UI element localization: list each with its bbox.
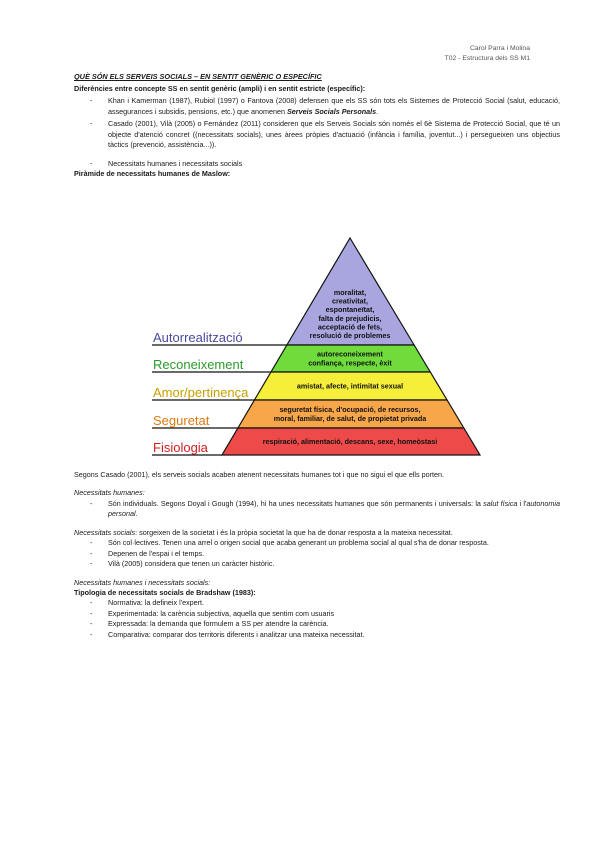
- bullet-text: Són individuals. Segons Doyal i Gough (1994), hi ha unes necessitats humanes que són permanents i universals: la: [108, 498, 484, 508]
- casado-text: Segons Casado (2001), els serveis socials acaben atenent necessitats humanes tot i que no sigui el que ells porten.: [74, 470, 444, 479]
- bullet-italic: salut física: [483, 498, 518, 508]
- bullet-italic: Serveis Socials Personals: [287, 106, 377, 116]
- list-item: [74, 559, 560, 569]
- list-item: [74, 598, 560, 608]
- pyramid-label: Fisiologia: [153, 440, 208, 455]
- bullet-text: Són col·lectives. Tenen una arrel o origen social que acaba generant un problema social al qual s'ha de donar resposta.: [108, 538, 489, 548]
- section-title: QUÈ SÓN ELS SERVEIS SOCIALS – EN SENTIT GENÈRIC O ESPECÍFIC: [74, 72, 322, 81]
- bullet-text: Comparativa: comparar dos territoris diferents i analitzar una mateixa necessitat.: [108, 629, 365, 639]
- bullet-text: Necessitats humanes i necessitats socials: [108, 158, 243, 168]
- pyramid-label: Autorrealització: [153, 330, 243, 345]
- pyramid-level-text: creativitat,: [332, 296, 368, 306]
- pyramid-level-text: seguretat física, d'ocupació, de recursos,: [279, 405, 421, 415]
- pyramid-level-text: falta de prejudicis,: [318, 313, 382, 323]
- list-item: [74, 619, 560, 629]
- bullet-italic: autonomia personal: [108, 498, 560, 519]
- body-section: [74, 470, 560, 640]
- needs-social-heading: Necessitats socials: [74, 527, 136, 537]
- bullet-text: Normativa: la defineix l'expert.: [108, 598, 205, 608]
- pyramid-label: Reconeixement: [153, 357, 244, 372]
- both-heading: Necessitats humanes i necessitats socials:: [74, 577, 211, 587]
- bullet-text: Depenen de l'espai i el temps.: [108, 548, 205, 558]
- author-name: Carol Parra i Molina: [469, 45, 530, 52]
- bullet-text: Casado (2001), Vilà (2005) o Fernández (2011) consideren que els Serveis Socials són només el 6è Sistema de Protecció Social, que té un objecte d'atenció concret ((necessitats socials), unes àrees pròpies d'actuació (infància i família, joventut...) i persegueixen uns objectius tàctics (prevenció, assistència...)).: [108, 119, 560, 150]
- pyramid-level-text: confiança, respecte, èxit: [308, 358, 392, 368]
- bradshaw-title: Tipologia de necessitats socials de Bradshaw (1983):: [74, 587, 256, 597]
- pyramid-level-text: respiració, alimentació, descans, sexe, homeòstasi: [262, 437, 438, 446]
- bullet-text: Khan i Kamerman (1987), Rubiol (1997) o Fantova (2008) defensen que els SS són tots els Sistemes de Protecció Social (salut, educació, assegurances i subsidis, pensions, etc.) que anomenen: [108, 96, 560, 116]
- list-item: [74, 609, 560, 619]
- bullet-text: Expressada: la demanda que formulem a SS per atendre la carència.: [108, 619, 329, 629]
- pyramid-level-text: espontaneïtat,: [325, 305, 375, 315]
- pyramid-level-text: moralitat,: [333, 288, 367, 297]
- intro-text: Diferències entre concepte SS en sentit genèric (ampli) i en sentit estricte (específic):: [74, 84, 366, 93]
- pyramid-level-text: acceptació de fets,: [317, 322, 383, 332]
- pyramid-level-text: resolució de problemes: [309, 331, 391, 340]
- list-item: [74, 630, 560, 640]
- bullet-text: Experimentada: la carència subjectiva, aquella que sentim com usuaris: [108, 608, 335, 618]
- pyramid-level-text: amistat, afecte, intimitat sexual: [296, 381, 404, 391]
- list-item: [74, 549, 560, 559]
- pyramid-label: Amor/pertinença: [153, 385, 249, 400]
- bullet-text: Vilà (2005) considera que tenen un caràcter històric.: [108, 559, 275, 569]
- needs-human-heading: Necessitats humanes:: [74, 488, 145, 498]
- bullet-end: .: [376, 106, 379, 116]
- bullet-mid: i l': [517, 498, 527, 508]
- course-name: T02 - Estructura dels SS M1: [444, 55, 530, 63]
- list-item: [74, 499, 560, 520]
- pyramid-level-text: autoreconeixement: [317, 349, 383, 359]
- maslow-title: Piràmide de necessitats humanes de Maslow:: [74, 169, 231, 179]
- pyramid-label: Seguretat: [153, 413, 210, 428]
- needs-social-text: : sorgeixen de la societat i és la pròpia societat la que ha de donar resposta a la mateixa necessitat.: [135, 527, 453, 537]
- needs-social-paragraph: [74, 528, 560, 538]
- pyramid-level-text: moral, familiar, de salut, de propietat privada: [273, 413, 427, 423]
- bullet-end: .: [135, 509, 138, 519]
- list-item: [74, 538, 560, 548]
